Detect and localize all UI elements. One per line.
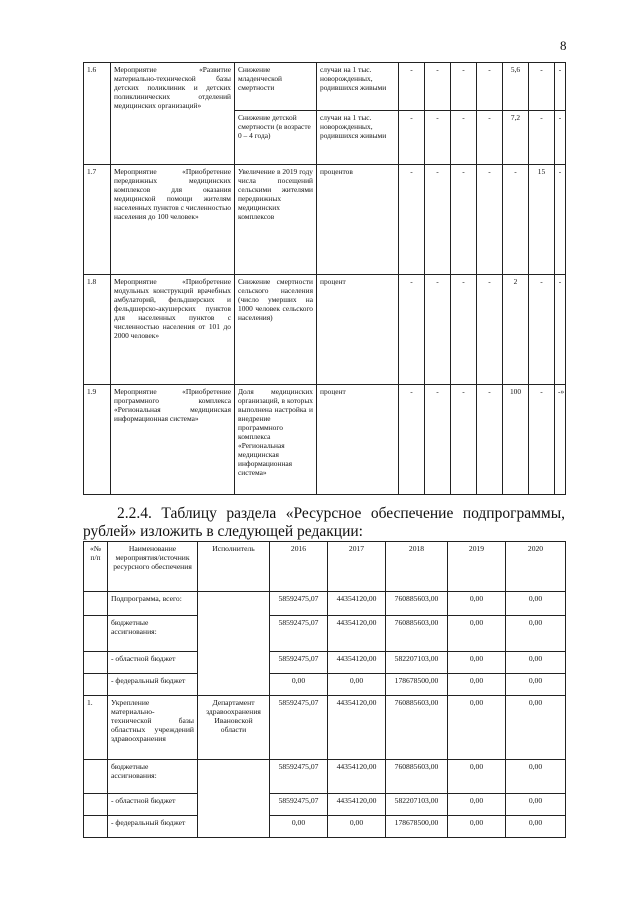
unit: процентов	[317, 165, 399, 275]
amount-cell: 0,00	[448, 652, 506, 674]
amount-cell: 0,00	[506, 674, 566, 696]
value-cell: -	[477, 385, 503, 495]
source-name: бюджетные ассигнования:	[108, 616, 198, 652]
amount-cell: 0,00	[448, 592, 506, 616]
row-number: 1.6	[84, 63, 111, 165]
value-cell: -	[425, 165, 451, 275]
table-row	[84, 674, 566, 696]
value-cell: -	[529, 275, 555, 385]
value-cell: -	[555, 111, 566, 165]
header-name: Наименование мероприятия/источник ресурсного обеспечения	[108, 542, 198, 592]
executor-cell	[198, 592, 270, 696]
source-name: бюджетные ассигнования:	[108, 760, 198, 794]
value-cell: -	[451, 385, 477, 495]
table-header-row	[84, 542, 566, 592]
unit: случаи на 1 тыс. новорожденных, родившихся живыми	[317, 63, 399, 111]
source-name: - областной бюджет	[108, 652, 198, 674]
source-name: - областной бюджет	[108, 794, 198, 816]
header-year: 2016	[270, 542, 328, 592]
amount-cell: 58592475,07	[270, 652, 328, 674]
value-cell: -	[425, 385, 451, 495]
amount-cell: 0,00	[506, 592, 566, 616]
source-name: - федеральный бюджет	[108, 816, 198, 838]
row-number	[84, 616, 108, 652]
indicator-name: Снижение детской смертности (в возрасте 0 – 4 года)	[235, 111, 317, 165]
indicator-name: Доля медицинских организаций, в которых выполнена настройка и внедрение программного комплекса «Региональная медицинская информационная система»	[235, 385, 317, 495]
value-cell: -	[529, 111, 555, 165]
indicators-table	[83, 62, 566, 495]
amount-cell: 760885603,00	[386, 616, 448, 652]
value-cell: 5,6	[503, 63, 529, 111]
value-cell: -	[451, 165, 477, 275]
value-cell: -	[425, 111, 451, 165]
value-cell: -	[477, 165, 503, 275]
page-number: 8	[560, 38, 567, 53]
value-cell: 2	[503, 275, 529, 385]
amount-cell: 0,00	[270, 816, 328, 838]
amount-cell: 58592475,07	[270, 592, 328, 616]
header-num: «№ п/п	[84, 542, 108, 592]
value-cell: -	[555, 165, 566, 275]
source-name: Укрепление материально-технической базы областных учреждений здравоохранения	[108, 696, 198, 760]
row-number	[84, 592, 108, 616]
table-row	[84, 760, 566, 794]
executor-cell: Департамент здравоохранения Ивановской области	[198, 696, 270, 760]
indicator-name: Увеличение в 2019 году числа посещений сельскими жителями передвижных медицинских комплексов	[235, 165, 317, 275]
header-year: 2017	[328, 542, 386, 592]
amount-cell: 0,00	[448, 794, 506, 816]
value-cell: -	[477, 275, 503, 385]
value-cell: -	[425, 63, 451, 111]
value-cell: -	[399, 111, 425, 165]
table-row	[84, 63, 566, 111]
row-number	[84, 674, 108, 696]
measure-name: Мероприятие «Приобретение программного комплекса «Региональная медицинская информационная система»	[111, 385, 235, 495]
executor-cell	[198, 760, 270, 838]
value-cell: -	[399, 275, 425, 385]
amount-cell: 760885603,00	[386, 696, 448, 760]
value-cell: -	[529, 63, 555, 111]
header-executor: Исполнитель	[198, 542, 270, 592]
amount-cell: 44354120,00	[328, 616, 386, 652]
value-cell: -	[555, 63, 566, 111]
amount-cell: 178678500,00	[386, 674, 448, 696]
measure-name: Мероприятие «Приобретение передвижных медицинских комплексов для оказания медицинской помощи жителям населенных пунктов с численностью населения до 100 человек»	[111, 165, 235, 275]
row-number	[84, 652, 108, 674]
amount-cell: 0,00	[448, 674, 506, 696]
value-cell: -»	[555, 385, 566, 495]
table-row	[84, 794, 566, 816]
amount-cell: 0,00	[506, 760, 566, 794]
header-year: 2018	[386, 542, 448, 592]
amount-cell: 58592475,07	[270, 794, 328, 816]
value-cell: -	[399, 385, 425, 495]
value-cell: 15	[529, 165, 555, 275]
measure-name: Мероприятие «Развитие материально-технической базы детских поликлиник и детских поликлинических отделений медицинских организаций»	[111, 63, 235, 165]
value-cell: -	[503, 165, 529, 275]
amount-cell: 0,00	[448, 816, 506, 838]
header-year: 2019	[448, 542, 506, 592]
value-cell: -	[399, 165, 425, 275]
amount-cell: 760885603,00	[386, 592, 448, 616]
amount-cell: 0,00	[328, 816, 386, 838]
row-number	[84, 794, 108, 816]
row-number: 1.	[84, 696, 108, 760]
amount-cell: 0,00	[448, 760, 506, 794]
amount-cell: 0,00	[448, 696, 506, 760]
amount-cell: 0,00	[328, 674, 386, 696]
amount-cell: 0,00	[506, 652, 566, 674]
measure-name: Мероприятие «Приобретение модульных конструкций врачебных амбулаторий, фельдшерских и фельдшерско-акушерских пунктов для населенных пунктов с численностью населения от 101 до 2000 человек»	[111, 275, 235, 385]
table-row	[84, 816, 566, 838]
table-row	[84, 652, 566, 674]
source-name: Подпрограмма, всего:	[108, 592, 198, 616]
value-cell: -	[451, 63, 477, 111]
table-row	[84, 165, 566, 275]
row-number	[84, 760, 108, 794]
amount-cell: 0,00	[270, 674, 328, 696]
amount-cell: 44354120,00	[328, 696, 386, 760]
table-row	[84, 696, 566, 760]
source-name: - федеральный бюджет	[108, 674, 198, 696]
value-cell: 100	[503, 385, 529, 495]
amount-cell: 0,00	[506, 696, 566, 760]
unit: процент	[317, 275, 399, 385]
value-cell: -	[529, 385, 555, 495]
value-cell: -	[477, 111, 503, 165]
value-cell: -	[425, 275, 451, 385]
amount-cell: 44354120,00	[328, 592, 386, 616]
resource-table	[83, 541, 566, 838]
amount-cell: 178678500,00	[386, 816, 448, 838]
row-number: 1.8	[84, 275, 111, 385]
amount-cell: 44354120,00	[328, 760, 386, 794]
value-cell: -	[451, 111, 477, 165]
value-cell: -	[555, 275, 566, 385]
value-cell: 7,2	[503, 111, 529, 165]
value-cell: -	[477, 63, 503, 111]
table-row	[84, 616, 566, 652]
amount-cell: 0,00	[506, 794, 566, 816]
amount-cell: 44354120,00	[328, 794, 386, 816]
amount-cell: 0,00	[448, 616, 506, 652]
amount-cell: 582207103,00	[386, 652, 448, 674]
header-year: 2020	[506, 542, 566, 592]
amount-cell: 760885603,00	[386, 760, 448, 794]
amount-cell: 58592475,07	[270, 760, 328, 794]
section-heading: 2.2.4. Таблицу раздела «Ресурсное обеспечение подпрограммы, рублей» изложить в следующей редакции:	[83, 505, 565, 540]
unit: случаи на 1 тыс. новорожденных, родившихся живыми	[317, 111, 399, 165]
row-number	[84, 816, 108, 838]
row-number: 1.9	[84, 385, 111, 495]
table-row	[84, 385, 566, 495]
indicator-name: Снижение младенческой смертности	[235, 63, 317, 111]
amount-cell: 582207103,00	[386, 794, 448, 816]
amount-cell: 0,00	[506, 616, 566, 652]
table-row	[84, 275, 566, 385]
amount-cell: 58592475,07	[270, 696, 328, 760]
unit: процент	[317, 385, 399, 495]
value-cell: -	[399, 63, 425, 111]
amount-cell: 0,00	[506, 816, 566, 838]
value-cell: -	[451, 275, 477, 385]
indicator-name: Снижение смертности сельского населения (число умерших на 1000 человек сельского населения)	[235, 275, 317, 385]
amount-cell: 58592475,07	[270, 616, 328, 652]
amount-cell: 44354120,00	[328, 652, 386, 674]
row-number: 1.7	[84, 165, 111, 275]
table-row	[84, 592, 566, 616]
